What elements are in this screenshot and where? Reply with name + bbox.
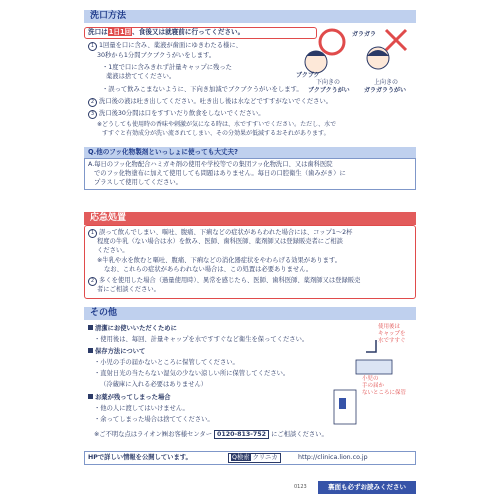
faq-answer-a: A.毎日のフッ化物配合ハミガキ剤の使用や学校等での集団フッ化物洗口、又は歯科医院 xyxy=(88,161,333,168)
washing-item-2-text: 洗口後の液は吐き出してください。吐き出し後は水などですすがないでください。 xyxy=(99,98,333,105)
faucet-icon xyxy=(366,340,376,352)
washing-item-3 xyxy=(88,109,265,119)
caption-good-b: ブクブクうがい xyxy=(308,87,350,94)
washing-item-1b: 30秒から1分間ブクブクうがいをします。 xyxy=(97,52,216,59)
leftover-title xyxy=(88,393,171,402)
footer-url[interactable]: http://clinica.lion.co.jp xyxy=(298,454,368,461)
sound-bad: ガラガラ xyxy=(352,31,377,38)
washing-note-a: ※どうしても使用時の香味や刺激が気になる時は、水ですすいでください。ただし、水で xyxy=(97,121,337,128)
clean-title xyxy=(88,324,177,333)
emergency-title: 応急処置 xyxy=(90,213,127,223)
back-note: 裏面も必ずお読みください xyxy=(318,481,416,494)
fig-label-f: ないところに保管 xyxy=(362,390,407,396)
caption-good-a: 下向きの xyxy=(316,79,341,86)
correct-mark-icon xyxy=(320,30,344,54)
washing-frequency xyxy=(88,28,244,37)
store-item-3: （冷蔵庫に入れる必要はありません） xyxy=(100,381,208,388)
contact-phone: 0120-813-752 xyxy=(214,430,269,439)
leftover-title-text: お薬が残ってしまった場合 xyxy=(95,394,171,401)
frequency-highlight: 1日1回 xyxy=(108,28,132,36)
fig-label-d: 小児の xyxy=(362,376,379,382)
clean-title-text: 清潔にお使いいただくために xyxy=(95,325,177,332)
clean-item: ・使用後は、毎回、計量キャップを水ですすぐなど衛生を保ってください。 xyxy=(94,336,309,343)
bullet-square-icon xyxy=(88,325,93,330)
leftover-item-1: ・他の人に渡してはいけません。 xyxy=(94,405,189,412)
other-title: その他 xyxy=(90,308,118,318)
number-1-icon: 1 xyxy=(88,42,97,51)
faq-answer-b: でのフッ化物塗布に加えて使用しても問題はありません。毎日の口腔衛生（歯みがき）に xyxy=(94,170,346,177)
search-label: Q検索 xyxy=(232,454,250,461)
caption-bad-a: 上向きの xyxy=(374,79,399,86)
emergency-item-1e: なお、これらの症状があらわれない場合は、この処置は必要ありません。 xyxy=(104,266,313,273)
number-2-icon: 2 xyxy=(88,277,97,286)
washing-note-b: すすぐと有効成分が洗い流されてしまい、その分効果が低減するおそれがあります。 xyxy=(102,130,330,137)
fig-label-a: 使用後は xyxy=(378,324,401,330)
leftover-item-2: ・余ってしまった場合は捨ててください。 xyxy=(94,416,214,423)
sound-good: ブクブク xyxy=(296,72,320,79)
fig-label-c: 水ですすぐ xyxy=(378,338,406,344)
emergency-item-1d: ※牛乳や水を飲むと嘔吐、腹痛、下痢などの消化器症状をやわらげる効果があります。 xyxy=(97,257,342,264)
contact-suffix: にご相談ください。 xyxy=(271,431,328,438)
frequency-suffix: 、食後又は就寝前に行ってください。 xyxy=(132,28,245,36)
search-value: クリニカ xyxy=(252,454,278,461)
faq-answer-c: プラスして使用してください。 xyxy=(94,179,182,186)
search-badge[interactable] xyxy=(228,453,281,463)
bottle-icon xyxy=(339,398,346,409)
store-item-1: ・小児の手の届かないところに保管してください。 xyxy=(94,359,239,366)
store-title xyxy=(88,347,145,356)
gargle-illustration xyxy=(294,22,418,94)
emergency-item-1c: ください。 xyxy=(97,247,129,254)
section-header-emergency xyxy=(84,212,416,225)
faq-title: Q.他のフッ化物製剤といっしょに使っても大丈夫? xyxy=(88,148,238,156)
bullet-square-icon xyxy=(88,394,93,399)
section-header-other xyxy=(84,307,416,320)
caption-bad-b: ガラガラうがい xyxy=(364,87,407,94)
emergency-item-2a-text: 多くを使用した場合（過量使用時）、異常を感じたら、医師、歯科医師、薬剤師又は登録販売 xyxy=(99,277,361,284)
number-2-icon: 2 xyxy=(88,98,97,107)
bullet-square-icon xyxy=(88,348,93,353)
fig-label-b: キャップを xyxy=(378,331,406,337)
washing-item-2 xyxy=(88,97,332,107)
store-title-text: 保存方法について xyxy=(95,348,146,355)
washing-sub-1a: ・1度で口に含みきれず計量キャップに残った xyxy=(102,64,232,71)
washing-item-1a-text: 1回量を口に含み、薬液が歯面にゆきわたる様に、 xyxy=(99,42,242,49)
emergency-item-2b: 者にご相談ください。 xyxy=(97,286,160,293)
emergency-item-1a-text: 誤って飲んでしまい、嘔吐、腹痛、下痢などの症状があらわれた場合には、コップ1～2杯 xyxy=(99,229,353,236)
frequency-prefix: 洗口は xyxy=(88,28,108,36)
washing-sub-1b: 薬液は捨ててください。 xyxy=(106,73,176,80)
washing-title: 洗口方法 xyxy=(90,11,127,21)
washing-sub-2: ・誤って飲みこまないように、下向き加減でブクブクうがいをします。 xyxy=(102,86,303,93)
contact-line xyxy=(94,430,328,439)
washing-item-1a xyxy=(88,41,242,51)
washing-item-3-text: 洗口後30分間は口をすすいだり飲食をしないでください。 xyxy=(99,110,265,117)
number-1-icon: 1 xyxy=(88,229,97,238)
contact-prefix: ※ご不明な点はライオン㈱お客様センター xyxy=(94,431,212,438)
store-item-2: ・直射日光の当たらない湿気の少ない涼しい所に保管してください。 xyxy=(94,370,290,377)
emergency-item-1b: 程度の牛乳（ない場合は水）を飲み、医師、歯科医師、薬剤師又は登録販売者にご相談 xyxy=(97,238,343,245)
product-code: 0123 xyxy=(294,484,307,490)
number-3-icon: 3 xyxy=(88,110,97,119)
sink-icon xyxy=(356,360,392,374)
fig-label-e: 手の届か xyxy=(362,383,385,389)
footer-info: HPで詳しい情報を公開しています。 xyxy=(88,454,192,461)
